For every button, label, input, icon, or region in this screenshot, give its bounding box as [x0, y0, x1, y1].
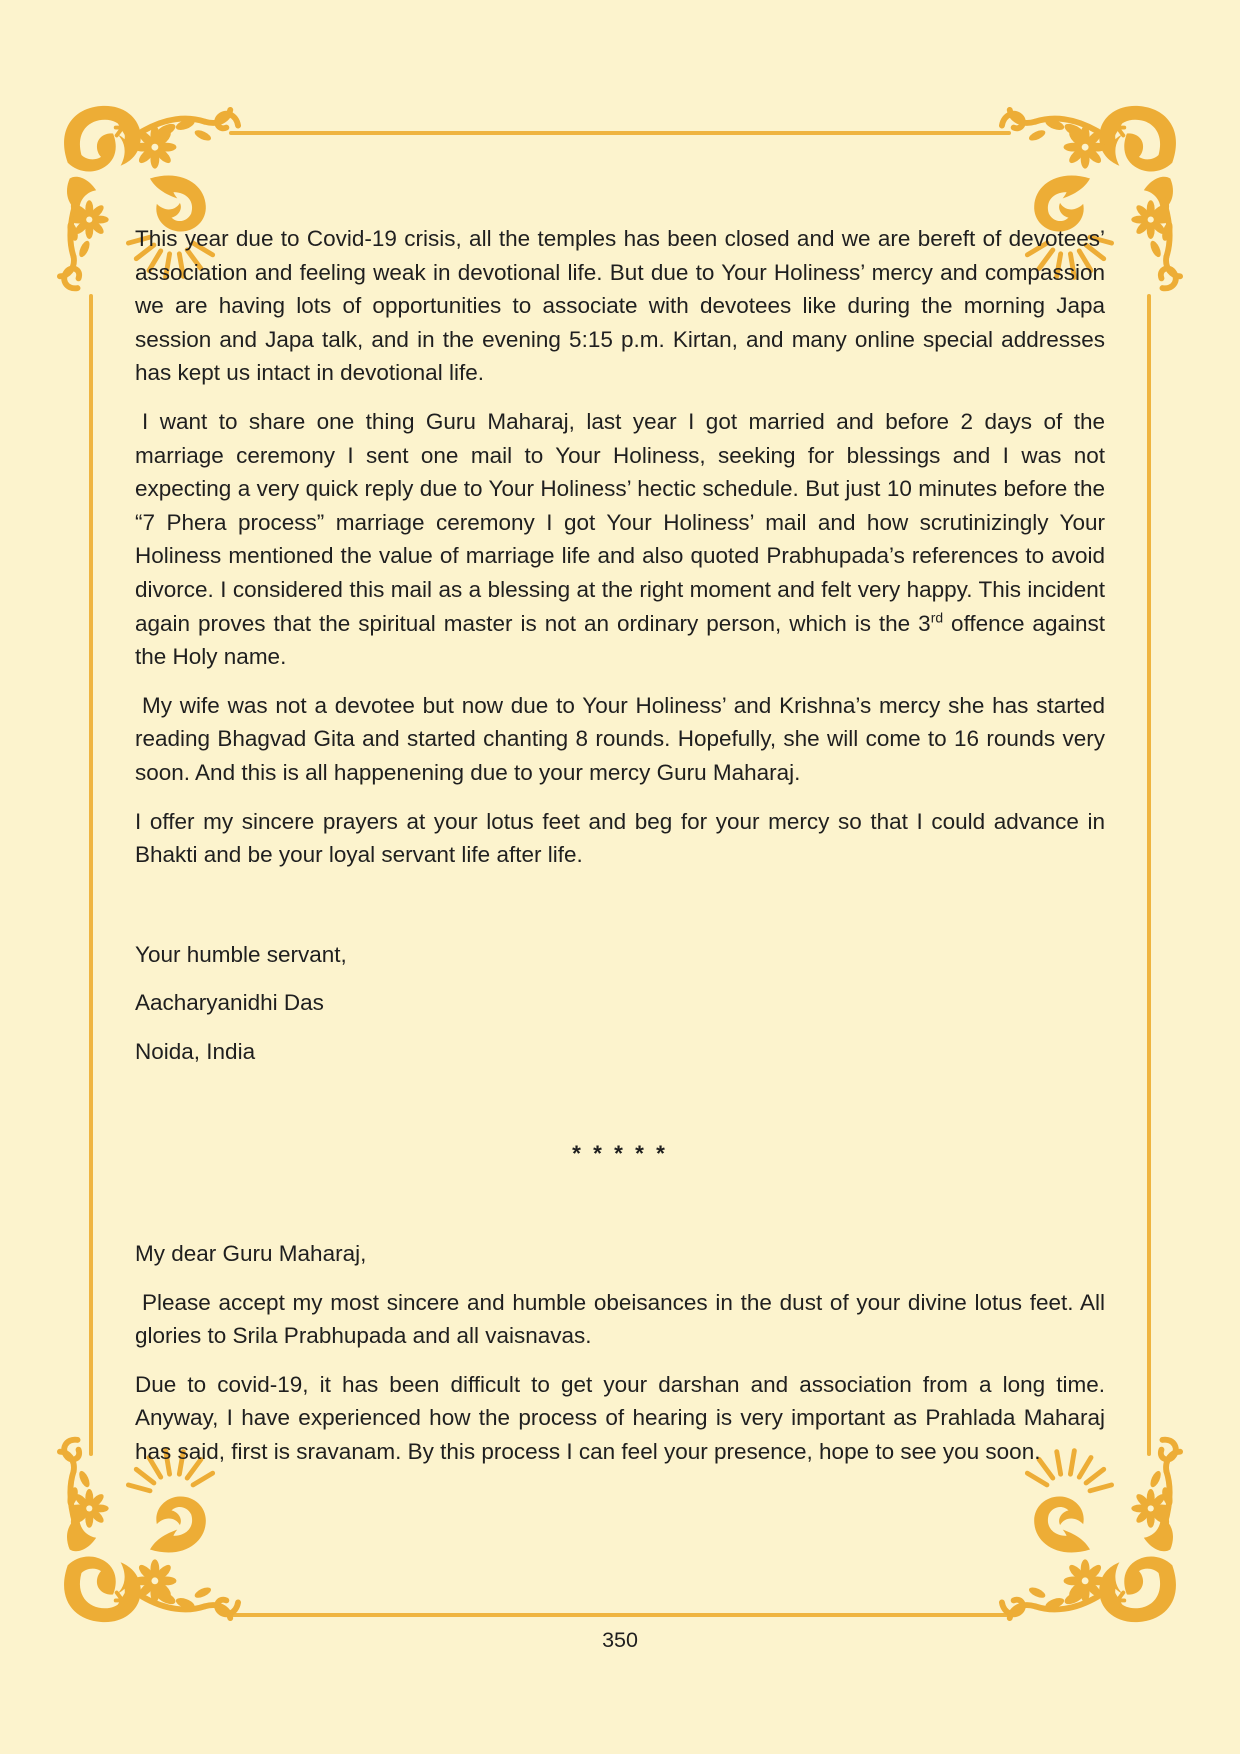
sign-off: Your humble servant,	[135, 941, 347, 967]
border-line-right	[1147, 294, 1151, 1456]
paragraph-text: I want to share one thing Guru Maharaj, last year I got married and before 2 days of the marriage ceremony I sent one mail to Your Holiness, seeking for blessings and I was not expecting a very quick reply due to Your Holiness’ hectic schedule. But just 10 minutes before the “7 Phera process” marriage ceremony I got Your Holiness’ mail and how scrutinizingly Your Holiness mentioned the value of marriage life and also quoted Prabhupada’s references to avoid divorce. I considered this mail as a blessing at the right moment and felt very happy. This incident again proves that the spiritual master is not an ordinary person, which is the 3	[135, 408, 1105, 636]
salutation: My dear Guru Maharaj,	[135, 1241, 367, 1267]
paragraph-darshan: Due to covid-19, it has been difficult to get your darshan and association from a long time. Anyway, I have experienced how the process of hearing is very important as Prahlada Maharaj has said, first is sravanam. By this process I can feel your presence, hope to see you soon.	[135, 1371, 1105, 1465]
paragraph-covid-temples: This year due to Covid-19 crisis, all the temples has been closed and we are bereft of devotees’ association and feeling weak in devotional life. But due to Your Holiness’ mercy and compassion we are having lots of opportunities to associate with devotees like during the morning Japa session and Japa talk, and in the evening 5:15 p.m. Kirtan, and many online special addresses has kept us intact in devotional life.	[135, 226, 1105, 386]
border-line-left	[89, 294, 93, 1456]
border-line-bottom	[229, 1613, 1011, 1617]
signature-name: Aacharyanidhi Das	[135, 990, 324, 1016]
border-line-top	[229, 131, 1011, 135]
letter-content	[135, 222, 1105, 1484]
paragraph-prayers: I offer my sincere prayers at your lotus feet and beg for your mercy so that I could advance in Bhakti and be your loyal servant life after life.	[135, 808, 1105, 868]
paragraph-marriage-story	[135, 405, 1105, 674]
paragraph-text: offence against the Holy name.	[135, 610, 1105, 670]
paragraph-obeisances: Please accept my most sincere and humble obeisances in the dust of your divine lotus feet. All glories to Srila Prabhupada and all vaisnavas.	[135, 1289, 1105, 1349]
section-divider-stars: * * * * *	[572, 1141, 668, 1167]
paragraph-wife-devotee: My wife was not a devotee but now due to Your Holiness’ and Krishna’s mercy she has started reading Bhagvad Gita and started chanting 8 rounds. Hopefully, she will come to 16 rounds very soon. And this is all happenening due to your mercy Guru Maharaj.	[135, 692, 1105, 785]
signature-location: Noida, India	[135, 1038, 256, 1064]
page-number: 350	[602, 1628, 638, 1652]
ordinal-superscript: rd	[930, 609, 944, 626]
